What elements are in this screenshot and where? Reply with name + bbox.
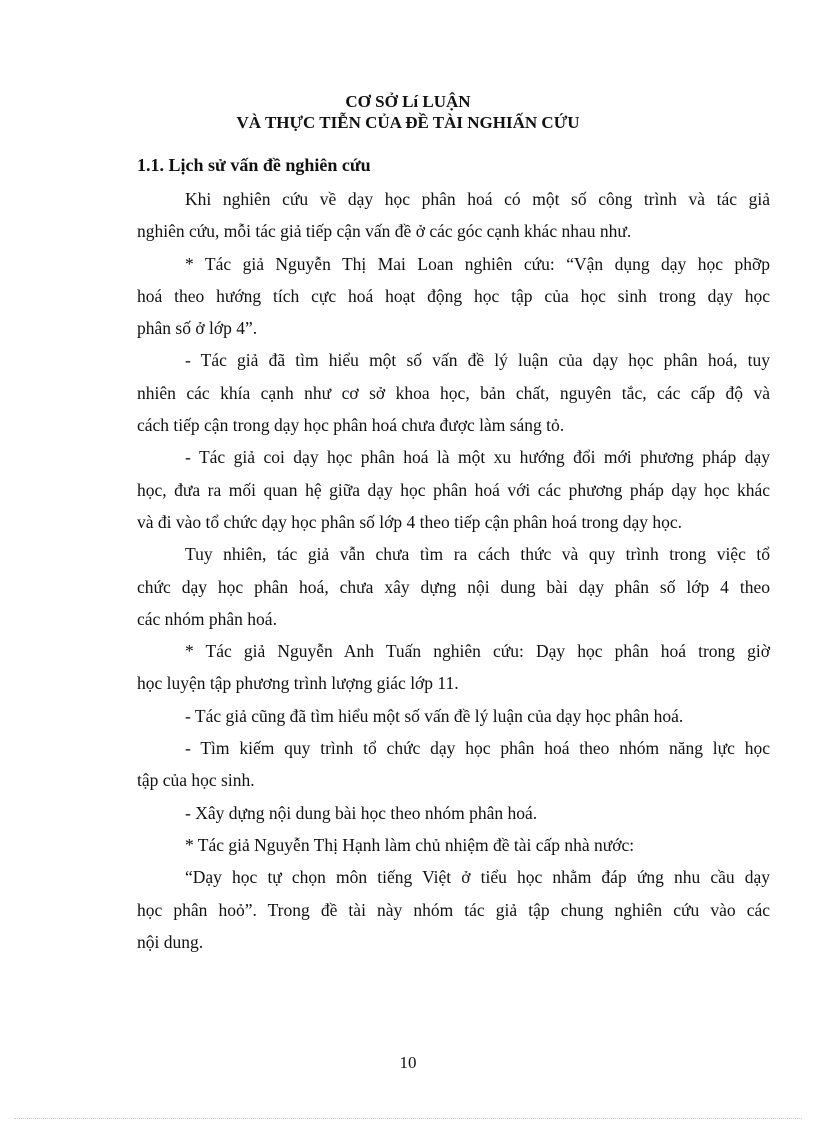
text-line: các nhóm phân hoá.	[137, 608, 277, 629]
text-line: “Dạy học tự chọn môn tiếng Việt ở tiểu học nhằm đáp ứng nhu cầu dạy	[185, 867, 770, 888]
text-line: Khi nghiên cứu về dạy học phân hoá có một số công trình và tác giả	[185, 189, 770, 209]
text-line: học luyện tập phương trình lượng giác lớp 11.	[137, 673, 459, 694]
text-line: - Tìm kiếm quy trình tổ chức dạy học phân hoá theo nhóm năng lực học	[185, 738, 770, 759]
title-line-1: CƠ SỞ Lí LUẬN	[345, 92, 471, 111]
text-line: * Tác giả Nguyễn Thị Hạnh làm chủ nhiệm đề tài cấp nhà nước:	[185, 834, 635, 855]
text-line: chức dạy học phân hoá, chưa xây dựng nội dung bài dạy phân số lớp 4 theo	[137, 576, 770, 597]
text-line: * Tác giả Nguyễn Thị Mai Loan nghiên cứu: “Vận dụng dạy học phỡp	[185, 253, 770, 274]
page-number: 10	[399, 1053, 417, 1072]
text-line: hoá theo hướng tích cực hoá hoạt động học tập của học sinh trong dạy học	[137, 285, 770, 306]
text-line: nhiên các khía cạnh như cơ sở khoa học, bản chất, nguyên tắc, các cấp độ và	[137, 382, 770, 403]
text-line: cách tiếp cận trong dạy học phân hoá chưa được làm sáng tỏ.	[137, 415, 565, 436]
text-line: học phân hoỏ”. Trong đề tài này nhóm tác giả tập chung nghiên cứu vào các	[137, 899, 770, 920]
text-line: * Tác giả Nguyễn Anh Tuấn nghiên cứu: Dạy học phân hoá trong giờ	[185, 641, 770, 662]
text-line: học, đưa ra mối quan hệ giữa dạy học phân hoá với các phương pháp dạy học khác	[137, 479, 770, 500]
body-text	[137, 183, 770, 958]
text-line: phân số ở lớp 4”.	[137, 318, 258, 339]
text-line: Tuy nhiên, tác giả vẫn chưa tìm ra cách thức và quy trình trong việc tổ	[185, 544, 770, 565]
page-border	[14, 1118, 802, 1119]
section-heading: 1.1. Lịch sử vấn đề nghiên cứu	[137, 155, 371, 175]
text-line: và đi vào tổ chức dạy học phân số lớp 4 theo tiếp cận phân hoá trong dạy học.	[137, 511, 683, 532]
text-line: - Xây dựng nội dung bài học theo nhóm phân hoá.	[185, 802, 538, 823]
text-line: tập của học sinh.	[137, 770, 255, 791]
text-line: nghiên cứu, mỗi tác giả tiếp cận vấn đề ở các góc cạnh khác nhau như.	[137, 221, 632, 242]
text-line: - Tác giả cũng đã tìm hiểu một số vấn đề lý luận của dạy học phân hoá.	[185, 705, 684, 726]
text-line: - Tác giả coi dạy học phân hoá là một xu hướng đổi mới phương pháp dạy	[185, 447, 770, 468]
text-line: nội dung.	[137, 931, 204, 952]
title-line-2: VÀ THỰC TIỄN CỦA ĐỀ TÀI NGHIẤN CỨU	[236, 113, 580, 132]
text-line: - Tác giả đã tìm hiểu một số vấn đề lý luận của dạy học phân hoá, tuy	[185, 350, 770, 371]
